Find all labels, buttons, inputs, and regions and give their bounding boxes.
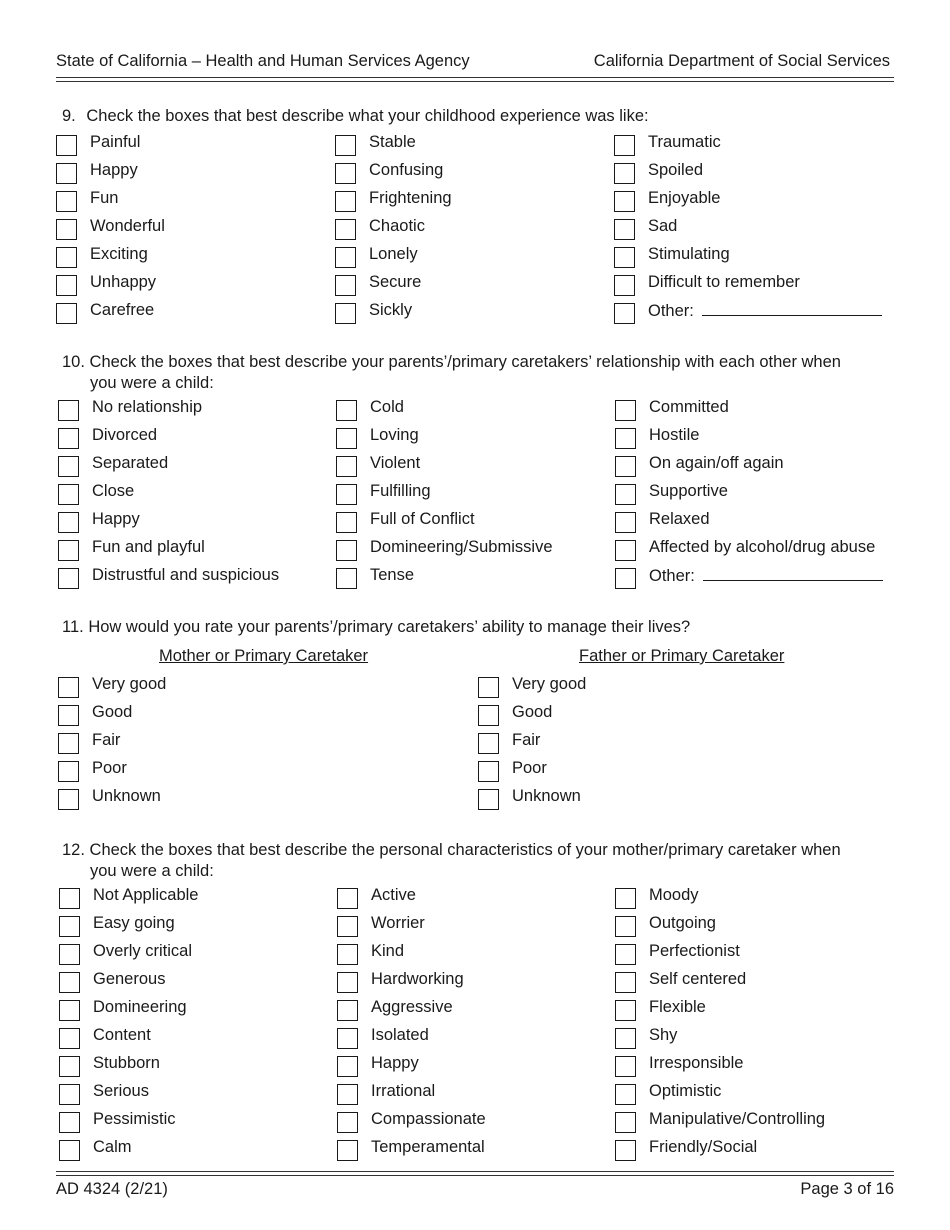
checkbox[interactable] (615, 540, 636, 561)
checkbox-label: Other: (649, 566, 883, 585)
checkbox[interactable] (58, 761, 79, 782)
checkbox[interactable] (335, 135, 356, 156)
checkbox[interactable] (56, 303, 77, 324)
checkbox-label: Committed (649, 398, 729, 416)
checkbox[interactable] (337, 888, 358, 909)
checkbox-label: No relationship (92, 398, 203, 416)
checkbox[interactable] (615, 428, 636, 449)
checkbox-label: Supportive (649, 482, 728, 500)
checkbox-label: Other: (648, 301, 882, 320)
question-number: 10. (62, 353, 85, 371)
checkbox-label: Painful (90, 133, 141, 151)
checkbox[interactable] (478, 705, 499, 726)
checkbox[interactable] (58, 400, 79, 421)
checkbox-label: Tense (370, 566, 415, 584)
checkbox[interactable] (335, 275, 356, 296)
checkbox[interactable] (615, 1112, 636, 1133)
question-text-line2: you were a child: (90, 862, 214, 880)
checkbox[interactable] (615, 512, 636, 533)
checkbox[interactable] (335, 247, 356, 268)
checkbox[interactable] (56, 163, 77, 184)
checkbox[interactable] (58, 789, 79, 810)
checkbox[interactable] (58, 677, 79, 698)
checkbox-label: On again/off again (649, 454, 784, 472)
checkbox-label: Fulfilling (370, 482, 431, 500)
checkbox-label: Poor (92, 759, 127, 777)
question-text: How would you rate your parents’/primary caretakers’ ability to manage their lives? (88, 618, 691, 636)
checkbox-label: Friendly/Social (649, 1138, 758, 1156)
checkbox[interactable] (614, 247, 635, 268)
checkbox[interactable] (336, 568, 357, 589)
checkbox-label: Relaxed (649, 510, 710, 528)
checkbox-label: Stable (369, 133, 416, 151)
checkbox-label: Shy (649, 1026, 678, 1044)
checkbox-label: Difficult to remember (648, 273, 800, 291)
question-number: 11. (62, 618, 84, 636)
question-10 (62, 352, 841, 394)
checkbox-label: Moody (649, 886, 699, 904)
checkbox[interactable] (335, 303, 356, 324)
checkbox[interactable] (58, 456, 79, 477)
checkbox[interactable] (58, 705, 79, 726)
checkbox[interactable] (56, 247, 77, 268)
checkbox[interactable] (337, 1000, 358, 1021)
checkbox[interactable] (615, 972, 636, 993)
checkbox[interactable] (56, 275, 77, 296)
checkbox-label: Exciting (90, 245, 148, 263)
footer-rule-top (56, 1171, 894, 1172)
checkbox[interactable] (59, 1084, 80, 1105)
checkbox-label: Hostile (649, 426, 700, 444)
checkbox[interactable] (336, 400, 357, 421)
checkbox-label: Spoiled (648, 161, 704, 179)
checkbox-label: Divorced (92, 426, 158, 444)
question-text-line1: Check the boxes that best describe your parents’/primary caretakers’ relationship with each other when (89, 353, 841, 371)
checkbox-label: Irrational (371, 1082, 436, 1100)
checkbox-label: Temperamental (371, 1138, 485, 1156)
checkbox[interactable] (335, 163, 356, 184)
checkbox[interactable] (58, 568, 79, 589)
checkbox[interactable] (337, 916, 358, 937)
checkbox[interactable] (59, 1000, 80, 1021)
checkbox[interactable] (615, 1056, 636, 1077)
checkbox-label: Good (92, 703, 133, 721)
checkbox-label: Carefree (90, 301, 155, 319)
checkbox[interactable] (615, 1000, 636, 1021)
checkbox[interactable] (615, 484, 636, 505)
checkbox-label: Poor (512, 759, 547, 777)
checkbox[interactable] (615, 568, 636, 589)
other-text-line[interactable] (702, 301, 882, 316)
checkbox[interactable] (478, 761, 499, 782)
checkbox-label: Fair (92, 731, 121, 749)
checkbox[interactable] (615, 1028, 636, 1049)
checkbox[interactable] (59, 1112, 80, 1133)
checkbox[interactable] (337, 1028, 358, 1049)
checkbox-label: Kind (371, 942, 405, 960)
checkbox[interactable] (478, 677, 499, 698)
mother-heading: Mother or Primary Caretaker (159, 647, 369, 665)
checkbox[interactable] (336, 456, 357, 477)
checkbox-label: Calm (93, 1138, 132, 1156)
checkbox-label: Very good (92, 675, 167, 693)
checkbox[interactable] (336, 512, 357, 533)
checkbox[interactable] (614, 191, 635, 212)
checkbox[interactable] (614, 275, 635, 296)
checkbox[interactable] (58, 484, 79, 505)
checkbox-label: Serious (93, 1082, 149, 1100)
checkbox-label: Distrustful and suspicious (92, 566, 280, 584)
checkbox[interactable] (615, 456, 636, 477)
checkbox-label: Flexible (649, 998, 706, 1016)
checkbox[interactable] (335, 219, 356, 240)
checkbox-label: Close (92, 482, 135, 500)
checkbox[interactable] (478, 733, 499, 754)
checkbox-label: Aggressive (371, 998, 453, 1016)
checkbox[interactable] (337, 1140, 358, 1161)
checkbox-label: Happy (90, 161, 138, 179)
checkbox-label: Optimistic (649, 1082, 722, 1100)
checkbox[interactable] (478, 789, 499, 810)
department-header: California Department of Social Services (593, 52, 890, 70)
checkbox[interactable] (614, 219, 635, 240)
header-rule-bottom (56, 81, 894, 82)
checkbox-label: Isolated (371, 1026, 429, 1044)
checkbox-label: Separated (92, 454, 169, 472)
checkbox-label: Chaotic (369, 217, 425, 235)
checkbox-label: Affected by alcohol/drug abuse (649, 538, 876, 556)
checkbox[interactable] (614, 135, 635, 156)
checkbox-label: Manipulative/Controlling (649, 1110, 826, 1128)
form-number: AD 4324 (2/21) (56, 1180, 168, 1198)
checkbox-label: Overly critical (93, 942, 193, 960)
checkbox-label: Full of Conflict (370, 510, 475, 528)
checkbox[interactable] (337, 1056, 358, 1077)
agency-header: State of California – Health and Human Services Agency (56, 52, 470, 70)
question-12 (62, 840, 841, 882)
checkbox[interactable] (615, 916, 636, 937)
question-text-line2: you were a child: (90, 374, 214, 392)
checkbox-label: Compassionate (371, 1110, 486, 1128)
checkbox[interactable] (615, 400, 636, 421)
checkbox-label: Secure (369, 273, 422, 291)
question-text-line1: Check the boxes that best describe the personal characteristics of your mother/primary caretaker when (89, 841, 841, 859)
checkbox-label: Outgoing (649, 914, 716, 932)
checkbox[interactable] (58, 733, 79, 754)
checkbox-label: Very good (512, 675, 587, 693)
checkbox[interactable] (336, 484, 357, 505)
checkbox-label: Enjoyable (648, 189, 721, 207)
checkbox[interactable] (615, 944, 636, 965)
checkbox[interactable] (337, 1112, 358, 1133)
checkbox-label: Sickly (369, 301, 413, 319)
checkbox[interactable] (615, 1140, 636, 1161)
checkbox-label: Irresponsible (649, 1054, 744, 1072)
question-9 (62, 106, 649, 127)
checkbox-label: Happy (371, 1054, 419, 1072)
checkbox[interactable] (59, 972, 80, 993)
checkbox-label: Easy going (93, 914, 175, 932)
other-text-line[interactable] (703, 566, 883, 581)
question-number: 9. (62, 107, 76, 125)
question-text: Check the boxes that best describe what your childhood experience was like: (86, 107, 649, 125)
checkbox[interactable] (337, 972, 358, 993)
checkbox-label: Fun and playful (92, 538, 205, 556)
checkbox[interactable] (614, 163, 635, 184)
question-number: 12. (62, 841, 85, 859)
checkbox-label: Happy (92, 510, 140, 528)
checkbox-label: Not Applicable (93, 886, 199, 904)
checkbox[interactable] (59, 1056, 80, 1077)
checkbox-label: Perfectionist (649, 942, 740, 960)
checkbox[interactable] (615, 1084, 636, 1105)
checkbox-label: Stimulating (648, 245, 730, 263)
checkbox[interactable] (337, 944, 358, 965)
checkbox-label: Wonderful (90, 217, 165, 235)
checkbox-label: Confusing (369, 161, 444, 179)
checkbox-label: Unknown (92, 787, 161, 805)
checkbox-label: Frightening (369, 189, 452, 207)
checkbox-label: Domineering/Submissive (370, 538, 553, 556)
checkbox[interactable] (58, 540, 79, 561)
checkbox-label: Hardworking (371, 970, 464, 988)
footer-rule-bottom (56, 1175, 894, 1176)
checkbox-label: Fun (90, 189, 119, 207)
checkbox-label: Stubborn (93, 1054, 160, 1072)
checkbox-label: Traumatic (648, 133, 721, 151)
checkbox[interactable] (59, 1140, 80, 1161)
checkbox[interactable] (56, 191, 77, 212)
checkbox-label: Unhappy (90, 273, 157, 291)
checkbox-label: Active (371, 886, 416, 904)
checkbox-label: Lonely (369, 245, 418, 263)
checkbox-label: Fair (512, 731, 541, 749)
checkbox-label: Violent (370, 454, 421, 472)
checkbox-label: Unknown (512, 787, 581, 805)
checkbox-label: Content (93, 1026, 151, 1044)
checkbox-label: Self centered (649, 970, 747, 988)
checkbox[interactable] (615, 888, 636, 909)
checkbox[interactable] (336, 540, 357, 561)
father-heading: Father or Primary Caretaker (579, 647, 785, 665)
checkbox[interactable] (59, 1028, 80, 1049)
checkbox-label: Pessimistic (93, 1110, 176, 1128)
checkbox[interactable] (58, 512, 79, 533)
page-number: Page 3 of 16 (800, 1180, 894, 1198)
checkbox[interactable] (58, 428, 79, 449)
checkbox-label: Cold (370, 398, 404, 416)
checkbox[interactable] (56, 135, 77, 156)
checkbox[interactable] (336, 428, 357, 449)
checkbox-label: Sad (648, 217, 678, 235)
checkbox[interactable] (59, 888, 80, 909)
checkbox[interactable] (56, 219, 77, 240)
checkbox[interactable] (59, 944, 80, 965)
checkbox-label: Worrier (371, 914, 425, 932)
checkbox[interactable] (335, 191, 356, 212)
checkbox-label: Good (512, 703, 553, 721)
checkbox-label: Generous (93, 970, 166, 988)
checkbox-label: Loving (370, 426, 419, 444)
header-rule-top (56, 77, 894, 78)
question-11 (62, 617, 690, 638)
checkbox-label: Domineering (93, 998, 187, 1016)
checkbox[interactable] (59, 916, 80, 937)
checkbox[interactable] (614, 303, 635, 324)
checkbox[interactable] (337, 1084, 358, 1105)
